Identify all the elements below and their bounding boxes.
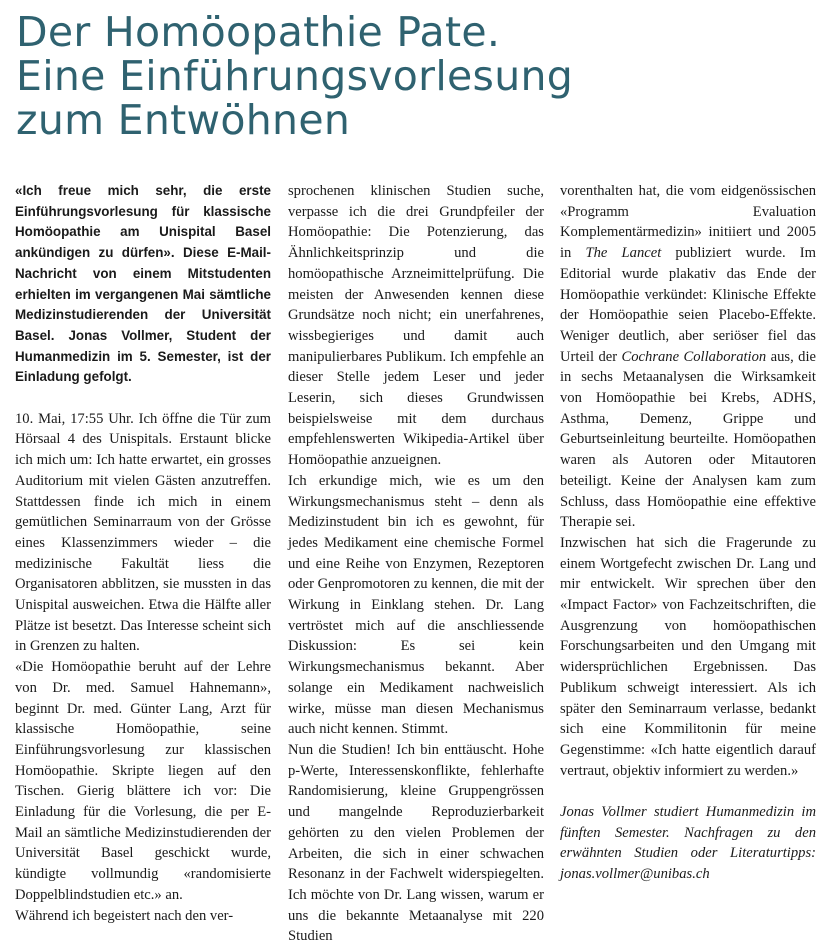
paragraph: «Die Homöopathie beruht auf der Lehre von Dr. med. Samuel Hahnemann», beginnt Dr. med. Günter Lang, Arzt für klassische Homöopathie, seine Einführungsvorlesung zur klassischen Homöopathie. Skripte liegen auf den Tischen. Gierig blättere ich vor: Die Einladung für die Vorlesung, die per E-Mail an sämtliche Medizinstudierenden der Universität Basel geschickt wurde, kündigte vollmundig «randomisierte Doppelblindstudien etc.» an. xyxy=(15,659,271,903)
article-headline xyxy=(16,10,816,142)
text-column-3 xyxy=(560,181,816,885)
author-note: Jonas Vollmer studiert Humanmedizin im fünften Semester. Nachfragen zu den erwähnten Studien oder Literaturtipps: jonas.vollmer@unibas.ch xyxy=(560,804,816,883)
paragraph: 10. Mai, 17:55 Uhr. Ich öffne die Tür zum Hörsaal 4 des Unispitals. Erstaunt blicke ich mich um: Ich hatte erwartet, ein grosses Auditorium mit vielen Gästen anzutreffen. Stattdessen finde ich mich in einem gemütlichen Seminarraum von der Grösse eines Klassenzimmers wieder – die medizinische Fakultät liess die Organisatoren abblitzen, sie mussten in das Unispital ausweichen. Etwa die Hälfte aller Plätze ist besetzt. Das Interesse scheint sich in Grenzen zu halten. xyxy=(15,410,271,655)
paragraph: Während ich begeistert nach den ver- xyxy=(15,907,234,924)
paragraph: sprochenen klinischen Studien suche, verpasse ich die drei Grundpfeiler der Homöopathie: Die Potenzierung, das Ähnlichkeitsprinzip und die homöopathische Arzneimittelprüfung. Die meisten der Anwesenden kennen diese Grundsätze noch nicht; ein unerfahrenes, wissbegieriges und damit auch manipulierbares Publikum. Ich empfehle an dieser Stelle jedem Leser und jeder Leserin, sich dieses Grundwissen beispielsweise mit dem durchaus empfehlenswerten Wikipedia-Artikel über Homöopathie anzueignen. xyxy=(288,183,544,469)
paragraph-text: vorenthalten hat, die vom eidgenössischen «Programm Evaluation Komplementärmedizin» initiiert und 2005 in xyxy=(560,183,816,262)
headline-line-1: Der Homöopathie Pate. xyxy=(16,8,501,56)
paragraph-spacer xyxy=(560,781,816,802)
headline-line-3: zum Entwöhnen xyxy=(16,96,351,144)
paragraph-spacer xyxy=(15,388,271,409)
text-column-2 xyxy=(288,181,544,947)
journal-name: The Lancet xyxy=(585,245,662,262)
paragraph: Inzwischen hat sich die Fragerunde zu einem Wortgefecht zwischen Dr. Lang und mir entwickelt. Wir sprechen über den «Impact Factor» von Fachzeitschriften, die Ausgrenzung von homöopathischen Forschungsarbeiten und den Umgang mit widersprüchlichen Ergebnissen. Das Publikum schweigt interessiert. Als ich später den Seminarraum verlasse, bedankt sich eine Kommilitonin für meine Gegenstimme: «Ich hatte eigentlich darauf vertraut, objektiv informiert zu werden.» xyxy=(560,534,816,779)
paragraph: Nun die Studien! Ich bin enttäuscht. Hohe p-Werte, Interessenskonflikte, fehlerhafte Randomisierung, kleine Gruppengrössen und mangelnde Reproduzierbarkeit gehörten zu den vielen Problemen der Arbeiten, die sich in einer schwachen Resonanz in der Fachwelt widerspiegelten. Ich möchte von Dr. Lang wissen, warum er uns die bekannte Metaanalyse mit 220 Studien xyxy=(288,741,544,945)
paragraph-text: publiziert wurde. Im Editorial wurde plakativ das Ende der Homöopathie verkündet: Klinische Effekte der Homöopathie seien Placebo-Effekte. Weniger deutlich, aber seriöser fiel das Urteil der xyxy=(560,245,816,365)
article-lead: «Ich freue mich sehr, die erste Einführungsvorlesung für klassische Homöopathie am Unispital Basel ankündigen zu dürfen». Diese E-Mail-Nachricht von einem Mitstudenten erhielten im vergangenen Mai sämtliche Medizinstudierenden der Universität Basel. Jonas Vollmer, Student der Humanmedizin im 5. Semester, ist der Einladung gefolgt. xyxy=(15,183,271,385)
paragraph xyxy=(560,181,816,533)
headline-line-2: Eine Einführungsvorlesung xyxy=(16,52,574,100)
organization-name: Cochrane Collaboration xyxy=(621,348,767,365)
text-column-1 xyxy=(15,181,271,926)
paragraph-text: aus, die in sechs Metaanalysen die Wirksamkeit von Homöopathie bei Krebs, ADHS, Asthma, Demenz, Grippe und Geburtseinleitung beurteilte. Homöopathen waren als Autoren oder Mitautoren beteiligt. Keine der Analysen kam zum Schluss, dass Homöopathie eine effektive Therapie sei. xyxy=(560,348,816,531)
paragraph: Ich erkundige mich, wie es um den Wirkungsmechanismus steht – denn als Medizinstudent bin ich es gewohnt, für jedes Medikament eine chemische Formel und eine Reihe von Enzymen, Rezeptoren oder Genpromotoren zu kennen, die mit der Wirkung in Einklang stehen. Dr. Lang vertröstet mich auf die anschliessende Diskussion: Es sei kein Wirkungsmechanismus bekannt. Aber solange ein Medikament nachweislich wirke, müsse man diesen Mechanismus auch nicht kennen. Stimmt. xyxy=(288,472,544,738)
